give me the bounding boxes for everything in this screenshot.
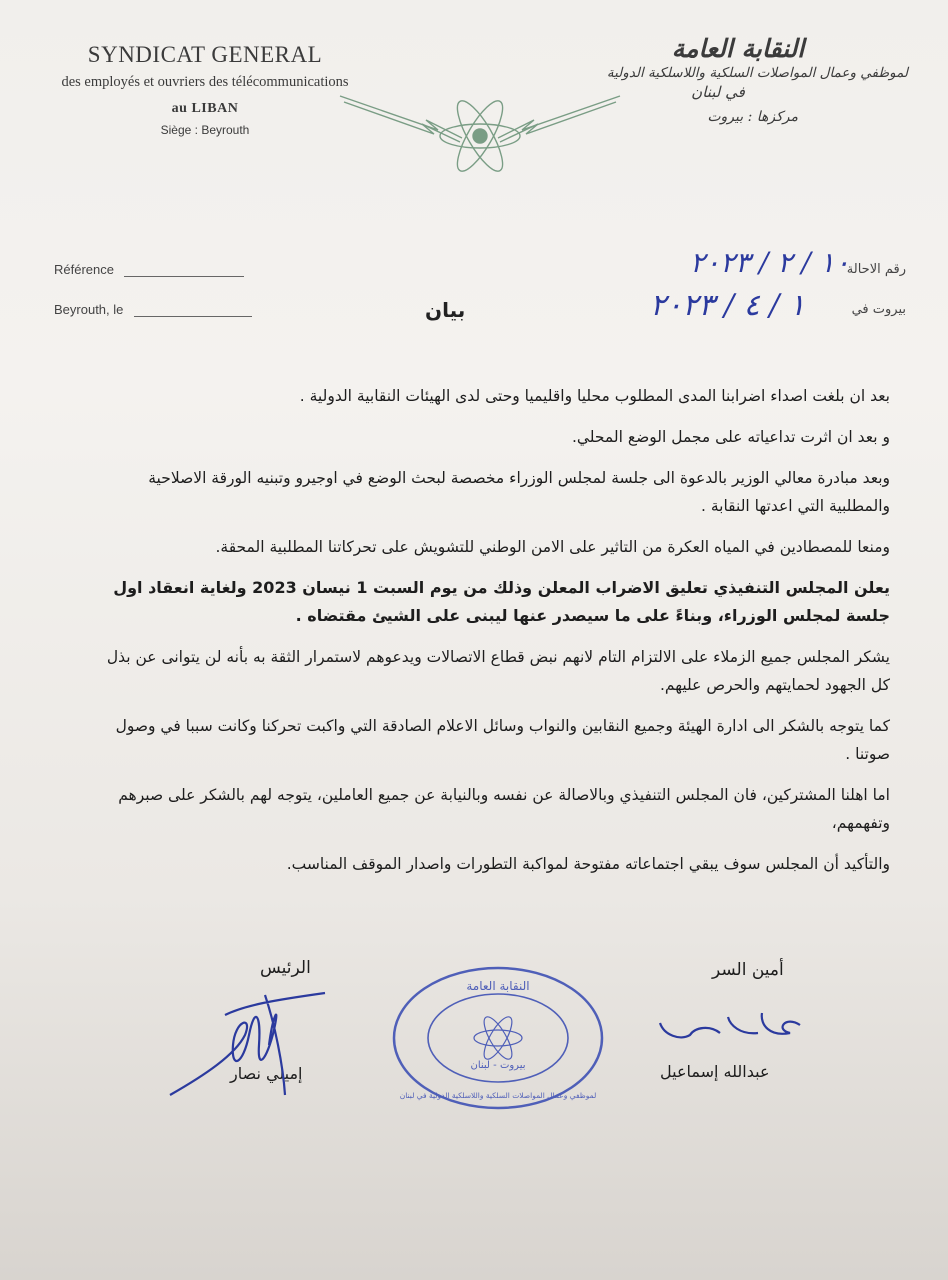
paragraph: بعد ان بلغت اصداء اضرابنا المدى المطلوب محليا واقليميا وحتى لدى الهيئات النقابية الدولية . [299, 387, 890, 405]
stamp-center-text: بيروت - لبنان [470, 1060, 526, 1071]
french-org-subtitle: des employés et ouvriers des télécommunications [61, 74, 349, 90]
paragraph: و بعد ان اثرت تداعياته على مجمل الوضع المحلي. [571, 428, 890, 446]
arabic-org-seat: مركزها : بيروت [707, 109, 798, 125]
arabic-reference-label: رقم الاحالة [846, 262, 906, 277]
paragraph: يشكر المجلس جميع الزملاء على الالتزام التام لانهم نبض قطاع الاتصالات ويدعوهم لاستمرار الثقة به بأنه لن يتوانى عن بذل كل الجهود لحمايتهم والحرص عليهم. [106, 648, 890, 694]
arabic-reference-value: ١٠ / ٢ / ٢٠٢٣ [690, 246, 850, 279]
arabic-org-subtitle: لموظفي وعمال المواصلات السلكية واللاسلكية الدولية [606, 65, 908, 81]
arabic-org-country: في لبنان [691, 83, 745, 101]
statement-title: بيان [425, 298, 466, 322]
paragraph: والتأكيد أن المجلس سوف يبقي اجتماعاته مفتوحة لمواكبة التطورات واصدار الموقف المناسب. [286, 855, 890, 873]
date-line [134, 316, 252, 317]
statement-body [100, 382, 890, 891]
stamp-ring-text: لموظفي وعمال المواصلات السلكية واللاسلكية الدولية في لبنان [399, 1091, 597, 1100]
secretary-name: عبدالله إسماعيل [660, 1062, 770, 1081]
reference-label: Référence [54, 262, 114, 277]
french-org-country: au LIBAN [171, 101, 239, 116]
paragraph: ومنعا للمصطادين في المياه العكرة من التاثير على الامن الوطني للتشويش على تحركاتنا المطلبية المحقة. [215, 538, 890, 556]
arabic-letterhead [588, 34, 908, 125]
paragraph: اما اهلنا المشتركين، فان المجلس التنفيذي وبالاصالة عن نفسه وبالنيابة عن جميع العاملين، يتوجه لهم بالشكر على صبرهم وتفهمهم، [118, 786, 890, 832]
paragraph: وبعد مبادرة معالي الوزير بالدعوة الى جلسة لمجلس الوزراء مخصصة لبحث الوضع في اوجيرو وتبنيه الورقة الاصلاحية والمطلبية التي اعدتها النقابة . [148, 469, 890, 515]
president-label: الرئيس [260, 958, 311, 978]
stamp-top-text: النقابة العامة [466, 979, 530, 993]
arabic-org-title: النقابة العامة [671, 34, 805, 63]
french-org-seat: Siège : Beyrouth [160, 123, 250, 137]
french-letterhead [40, 42, 370, 137]
arabic-date-label: بيروت في [851, 302, 906, 317]
union-emblem-icon [330, 68, 630, 178]
president-signature [165, 975, 355, 1105]
arabic-date-value: ١ / ٤ / ٢٠٢٣ [650, 288, 806, 323]
union-stamp-icon [388, 962, 608, 1114]
date-label: Beyrouth, le [54, 302, 124, 317]
paragraph: كما يتوجه بالشكر الى ادارة الهيئة وجميع النقابين والنواب وسائل الاعلام الصادقة التي واكبت تحركنا وكانت سببا في وصول صوتنا . [115, 717, 890, 763]
paragraph-announcement: يعلن المجلس التنفيذي تعليق الاضراب المعلن وذلك من يوم السبت 1 نيسان 2023 ولغاية انعقاد اول جلسة لمجلس الوزراء، وبناءً على ما سيصدر عنها لیبنى على الشيئ مقتضاه . [113, 578, 890, 625]
reference-line [124, 276, 244, 277]
president-name: إميلي نصار [230, 1064, 303, 1083]
french-org-title: SYNDICAT GENERAL [87, 42, 323, 67]
secretary-label: أمين السر [712, 960, 784, 980]
secretary-signature [650, 995, 820, 1055]
